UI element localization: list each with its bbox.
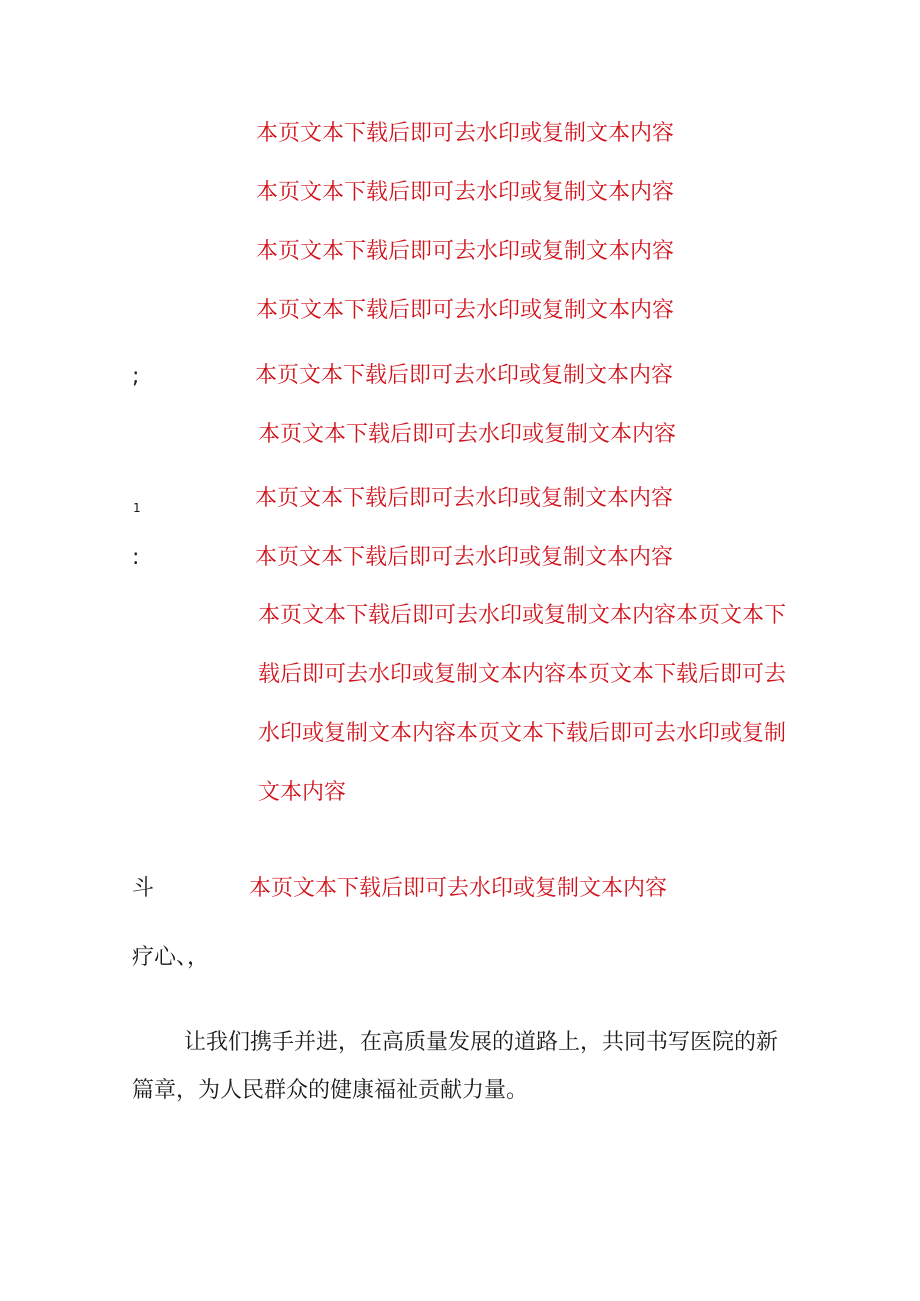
watermark-line-6: 本页文本下载后即可去水印或复制文本内容 xyxy=(258,422,677,447)
watermark-line-2: 本页文本下载后即可去水印或复制文本内容 xyxy=(256,180,675,205)
margin-mark-semicolon: ; xyxy=(132,364,140,389)
watermark-line-7: 本页文本下载后即可去水印或复制文本内容 xyxy=(255,486,674,511)
watermark-line-3: 本页文本下载后即可去水印或复制文本内容 xyxy=(256,239,675,264)
watermark-line-8: 本页文本下载后即可去水印或复制文本内容 xyxy=(255,545,674,570)
margin-mark-colon: : xyxy=(132,545,140,570)
fragment-line: 疗心、， xyxy=(132,945,210,970)
dou-mark: 斗 xyxy=(132,876,155,901)
margin-mark-one: 1 xyxy=(133,501,141,515)
watermark-line-1: 本页文本下载后即可去水印或复制文本内容 xyxy=(256,121,675,146)
watermark-paragraph: 本页文本下载后即可去水印或复制文本内容本页文本下载后即可去水印或复制文本内容本页文本下载后即可去水印或复制文本内容本页文本下载后即可去水印或复制文本内容 xyxy=(258,603,787,805)
watermark-line-5: 本页文本下载后即可去水印或复制文本内容 xyxy=(255,363,674,388)
watermark-line-4: 本页文本下载后即可去水印或复制文本内容 xyxy=(256,298,675,323)
dou-watermark-line: 本页文本下载后即可去水印或复制文本内容 xyxy=(249,876,668,901)
closing-paragraph: 让我们携手并进，在高质量发展的道路上，共同书写医院的新篇章，为人民群众的健康福祉贡献力量。 xyxy=(132,1030,779,1103)
